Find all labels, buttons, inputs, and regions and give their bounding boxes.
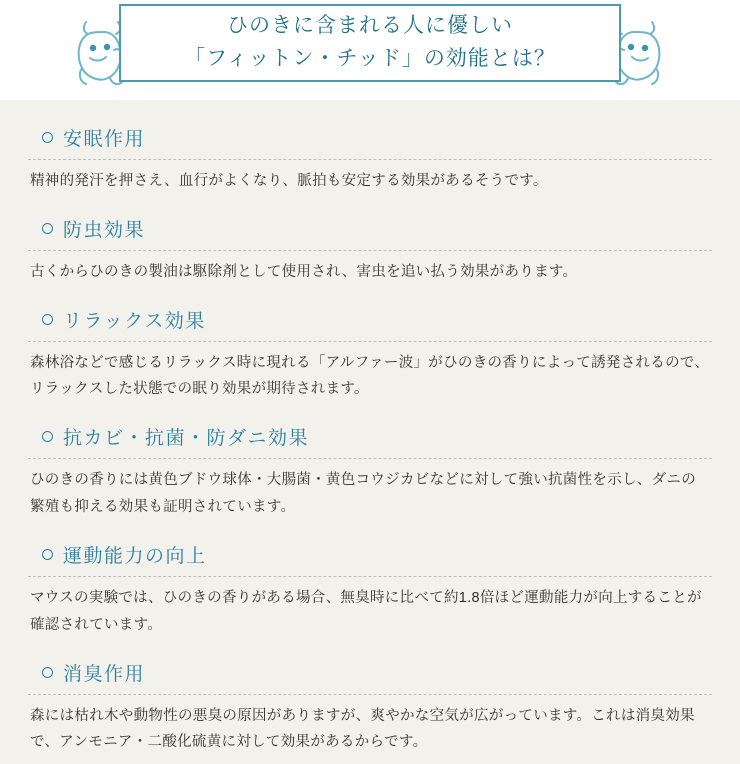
section-heading: [28, 298, 712, 339]
section-body-text: 森林浴などで感じるリラックス時に現れる「アルファー波」がひのきの香りによって誘発されるので、リラックスした状態での眠り効果が期待されます。: [30, 350, 710, 404]
section-heading-label: リラックス効果: [63, 306, 206, 333]
dashed-divider: [28, 694, 712, 695]
section-heading: [28, 415, 712, 456]
section-heading-label: 抗カビ・抗菌・防ダニ効果: [63, 423, 309, 450]
section-heading: [28, 116, 712, 157]
section-heading: [28, 207, 712, 248]
section-heading-label: 安眠作用: [63, 124, 145, 151]
dashed-divider: [28, 341, 712, 342]
section-item: [28, 415, 712, 529]
section-body: [28, 703, 712, 764]
section-item: [28, 207, 712, 294]
section-item: [28, 533, 712, 647]
section-body-text: 精神的発汗を押さえ、血行がよくなり、脈拍も安定する効果があるそうです。: [30, 168, 710, 195]
section-heading: [28, 651, 712, 692]
circle-bullet-icon: [42, 223, 53, 234]
section-body-text: ひのきの香りには黄色ブドウ球体・大腸菌・黄色コウジカビなどに対して強い抗菌性を示し、ダニの繁殖も抑える効果も証明されています。: [30, 467, 710, 521]
section-item: [28, 116, 712, 203]
circle-bullet-icon: [42, 667, 53, 678]
section-item: [28, 651, 712, 764]
section-body: [28, 168, 712, 203]
section-body-text: マウスの実験では、ひのきの香りがある場合、無臭時に比べて約1.8倍ほど運動能力が向上することが確認されています。: [30, 585, 710, 639]
section-body-text: 森には枯れ木や動物性の悪臭の原因がありますが、爽やかな空気が広がっています。これは消臭効果で、アンモニア・二酸化硫黄に対して効果があるからです。: [30, 703, 710, 757]
section-body: [28, 585, 712, 647]
dashed-divider: [28, 458, 712, 459]
content-list: [0, 100, 740, 740]
dashed-divider: [28, 159, 712, 160]
section-body: [28, 467, 712, 529]
section-body: [28, 259, 712, 294]
section-body-text: 古くからひのきの製油は駆除剤として使用され、害虫を追い払う効果があります。: [30, 259, 710, 286]
section-item: [28, 298, 712, 412]
section-body: [28, 350, 712, 412]
header-banner-area: [0, 0, 740, 100]
circle-bullet-icon: [42, 314, 53, 325]
dashed-divider: [28, 576, 712, 577]
section-heading: [28, 533, 712, 574]
circle-bullet-icon: [42, 549, 53, 560]
section-heading-label: 運動能力の向上: [63, 541, 207, 568]
title-banner: [119, 4, 621, 82]
section-heading-label: 防虫効果: [63, 215, 145, 242]
page-title-line-1: ひのきに含まれる人に優しい: [227, 10, 513, 43]
circle-bullet-icon: [42, 431, 53, 442]
page-title-line-2: 「フィットン・チッド」の効能とは？: [184, 43, 556, 76]
dashed-divider: [28, 250, 712, 251]
section-heading-label: 消臭作用: [63, 659, 145, 686]
circle-bullet-icon: [42, 132, 53, 143]
